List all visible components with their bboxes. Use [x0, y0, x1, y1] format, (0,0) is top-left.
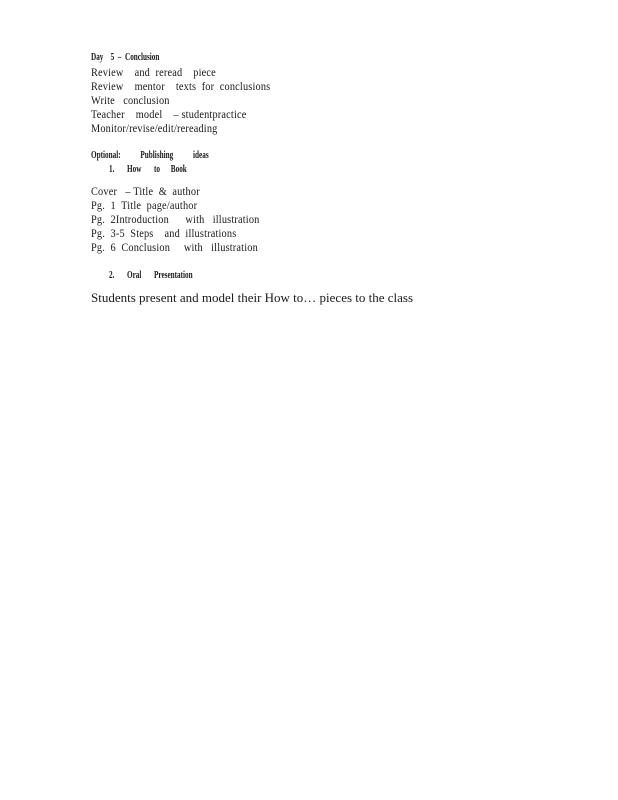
day5-item-teacher-model: Teacher model – studentpractice [91, 107, 247, 121]
book-item-page2: Pg. 2Introduction with illustration [91, 212, 260, 226]
day5-item-monitor: Monitor/revise/edit/rereading [91, 121, 218, 135]
book-item-pages3-5: Pg. 3-5 Steps and illustrations [91, 226, 237, 240]
publishing-option-how-to-book: 1. How to Book [109, 164, 187, 175]
day5-item-write-conclusion: Write conclusion [91, 93, 170, 107]
book-item-page1: Pg. 1 Title page/author [91, 198, 198, 212]
publishing-option-oral-presentation: 2. Oral Presentation [109, 270, 193, 281]
day5-heading: Day 5 – Conclusion [91, 52, 160, 63]
optional-heading: Optional: Publishing ideas [91, 150, 209, 161]
book-item-page6: Pg. 6 Conclusion with illustration [91, 240, 258, 254]
book-item-cover: Cover – Title & author [91, 184, 200, 198]
presentation-description: Students present and model their How to… pieces to the class [91, 290, 414, 305]
day5-item-review-reread: Review and reread piece [91, 65, 216, 79]
day5-item-review-mentor: Review mentor texts for conclusions [91, 79, 271, 93]
